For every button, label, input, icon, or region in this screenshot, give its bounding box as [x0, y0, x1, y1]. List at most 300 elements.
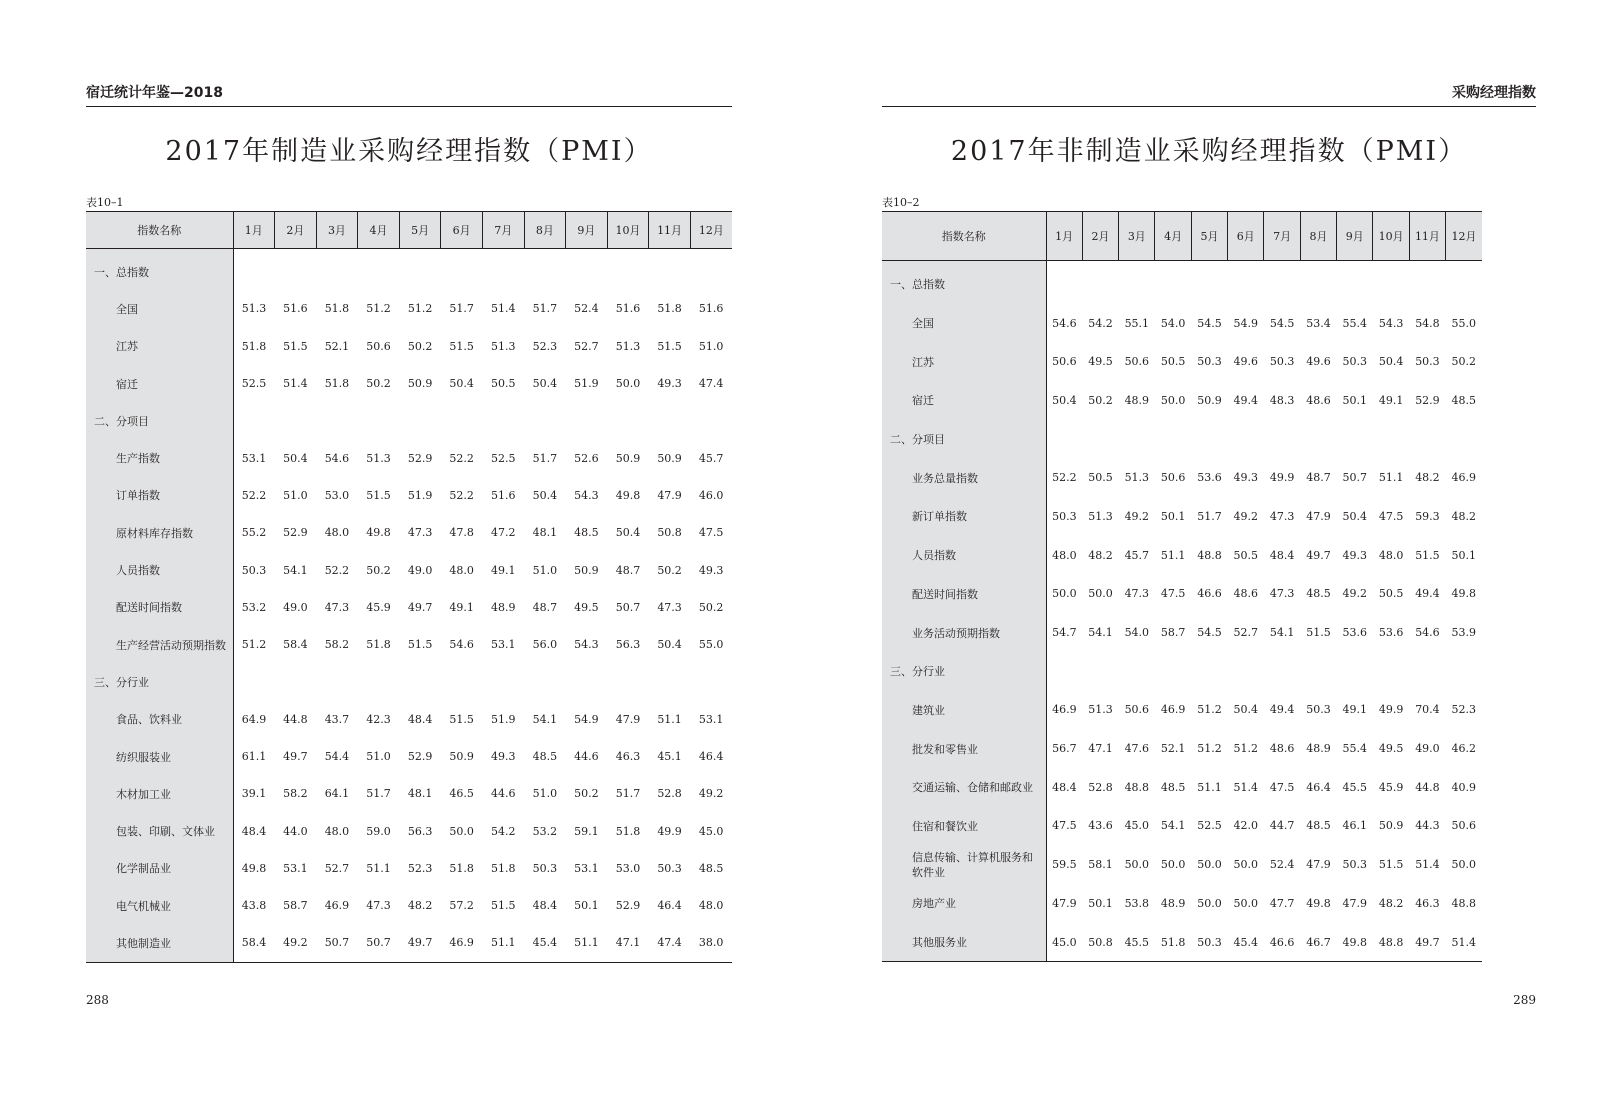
row-label: 交通运输、仓储和邮政业 [882, 768, 1046, 807]
value-cell: 50.0 [449, 824, 474, 838]
value-cell: 50.1 [1342, 393, 1368, 407]
value-cell: 51.7 [532, 302, 558, 316]
value-cell: 50.2 [407, 339, 433, 353]
value-cell: 50.5 [1233, 548, 1259, 562]
section-label: 二、分项目 [882, 420, 1046, 459]
value-cell: 53.2 [241, 600, 267, 614]
row-label: 江苏 [882, 342, 1046, 381]
value-cell: 48.2 [1451, 509, 1477, 523]
value-cell: 47.9 [1306, 858, 1331, 872]
row-label: 食品、饮料业 [86, 701, 233, 738]
value-cell: 52.8 [1088, 780, 1113, 794]
value-cell: 51.5 [1306, 626, 1331, 640]
value-cell: 46.4 [1306, 780, 1331, 794]
value-cell: 50.5 [1160, 355, 1186, 369]
value-cell: 49.5 [574, 600, 599, 614]
value-cell: 50.7 [615, 600, 641, 614]
value-cell: 46.9 [1052, 703, 1077, 717]
value-cell [482, 663, 524, 700]
value-cell [1264, 652, 1300, 691]
value-cell [316, 253, 358, 290]
column-header-month: 6月 [441, 212, 483, 249]
value-cell: 51.0 [698, 339, 724, 353]
row-label: 业务活动预期指数 [882, 613, 1046, 652]
value-cell: 53.9 [1451, 626, 1477, 640]
value-cell: 40.9 [1451, 780, 1477, 794]
row-label: 木材加工业 [86, 775, 233, 812]
value-cell [1082, 420, 1118, 459]
value-cell: 44.8 [1415, 780, 1440, 794]
value-cell: 51.9 [491, 712, 516, 726]
value-cell [1046, 265, 1082, 304]
value-cell: 48.1 [532, 526, 558, 540]
row-label: 其他服务业 [882, 923, 1046, 962]
value-cell [690, 402, 732, 439]
value-cell: 50.3 [1269, 355, 1295, 369]
column-header-name: 指数名称 [86, 212, 233, 249]
value-cell: 51.1 [1378, 471, 1404, 485]
value-cell: 47.3 [407, 526, 433, 540]
value-cell: 49.8 [241, 861, 267, 875]
value-cell: 51.2 [366, 302, 391, 316]
value-cell: 50.2 [657, 563, 682, 577]
column-header-month: 5月 [399, 212, 441, 249]
value-cell: 47.5 [1160, 587, 1186, 601]
value-cell: 50.2 [574, 787, 599, 801]
page-title: 2017年制造业采购经理指数（PMI） [165, 136, 653, 167]
value-cell [1082, 652, 1118, 691]
value-cell: 50.4 [532, 488, 558, 502]
value-cell [1228, 420, 1264, 459]
value-cell [1191, 265, 1227, 304]
value-cell [316, 402, 358, 439]
value-cell [690, 253, 732, 290]
value-cell: 51.8 [241, 339, 267, 353]
table-row [882, 497, 1482, 536]
value-cell: 51.3 [1088, 703, 1113, 717]
value-cell: 43.6 [1088, 819, 1113, 833]
section-label: 三、分行业 [882, 652, 1046, 691]
value-cell: 53.1 [283, 861, 308, 875]
value-cell: 54.6 [1415, 626, 1440, 640]
value-cell: 49.2 [283, 936, 308, 950]
value-cell [441, 663, 483, 700]
value-cell [1228, 652, 1264, 691]
value-cell [566, 253, 608, 290]
value-cell [399, 663, 441, 700]
value-cell: 50.4 [532, 377, 558, 391]
table-number: 表10–2 [882, 196, 920, 209]
value-cell: 49.3 [657, 377, 682, 391]
value-cell: 55.4 [1342, 742, 1368, 756]
value-cell: 56.3 [407, 824, 433, 838]
table-row [86, 514, 732, 551]
value-cell: 54.3 [574, 638, 599, 652]
table-number: 表10–1 [86, 196, 124, 209]
value-cell: 48.2 [1378, 896, 1404, 910]
value-cell: 50.8 [657, 526, 682, 540]
value-cell: 49.4 [1415, 587, 1440, 601]
value-cell: 47.1 [1088, 742, 1113, 756]
value-cell: 46.9 [1451, 471, 1477, 485]
value-cell: 47.3 [1124, 587, 1150, 601]
row-label: 包装、印刷、文体业 [86, 812, 233, 849]
value-cell: 64.1 [324, 787, 350, 801]
value-cell: 50.7 [1342, 471, 1368, 485]
page-title: 2017年非制造业采购经理指数（PMI） [950, 136, 1468, 167]
value-cell: 50.4 [1342, 509, 1368, 523]
value-cell: 48.4 [1052, 780, 1077, 794]
value-cell [358, 402, 400, 439]
value-cell [1264, 420, 1300, 459]
value-cell: 45.9 [366, 600, 391, 614]
column-header-month: 12月 [1446, 212, 1482, 261]
running-head: 宿迁统计年鉴—2018 [86, 84, 732, 107]
value-cell: 54.0 [1160, 316, 1186, 330]
value-cell [1046, 652, 1082, 691]
value-cell: 50.0 [1160, 858, 1186, 872]
value-cell: 49.8 [1306, 896, 1331, 910]
value-cell: 49.3 [698, 563, 724, 577]
value-cell: 51.5 [1378, 858, 1404, 872]
value-cell: 48.8 [1124, 780, 1150, 794]
value-cell [358, 253, 400, 290]
value-cell: 50.6 [1451, 819, 1477, 833]
value-cell: 51.3 [1088, 509, 1113, 523]
column-header-month: 8月 [1300, 212, 1336, 261]
value-cell: 48.0 [1378, 548, 1404, 562]
value-cell: 51.8 [615, 824, 641, 838]
value-cell: 52.7 [574, 339, 599, 353]
column-header-month: 11月 [1409, 212, 1445, 261]
value-cell: 51.7 [449, 302, 474, 316]
table-body [882, 261, 1482, 962]
value-cell: 53.1 [241, 451, 267, 465]
value-cell [1300, 265, 1336, 304]
value-cell: 55.2 [241, 526, 267, 540]
table-row [86, 626, 732, 663]
value-cell: 58.7 [283, 899, 308, 913]
value-cell [524, 402, 566, 439]
column-header-month: 12月 [690, 212, 732, 249]
value-cell: 51.1 [1160, 548, 1186, 562]
value-cell: 49.3 [491, 750, 516, 763]
value-cell: 49.5 [1378, 742, 1404, 756]
value-cell: 47.4 [698, 377, 724, 391]
value-cell: 54.5 [1269, 316, 1295, 330]
value-cell: 49.2 [1124, 509, 1150, 523]
value-cell: 51.5 [657, 339, 682, 353]
value-cell: 50.6 [1160, 471, 1186, 485]
table-row [882, 342, 1482, 381]
column-header-month: 6月 [1228, 212, 1264, 261]
value-cell [566, 663, 608, 700]
value-cell: 44.8 [283, 712, 308, 726]
value-cell: 48.0 [324, 526, 350, 540]
value-cell: 48.8 [1378, 935, 1404, 949]
value-cell: 51.8 [324, 302, 350, 316]
value-cell: 51.6 [615, 302, 641, 316]
value-cell [1264, 265, 1300, 304]
value-cell: 52.5 [1197, 819, 1222, 833]
value-cell: 42.3 [366, 712, 391, 726]
value-cell: 52.1 [1160, 742, 1186, 756]
value-cell: 51.4 [283, 377, 308, 391]
value-cell: 52.9 [1415, 393, 1440, 407]
value-cell: 52.9 [407, 750, 433, 763]
value-cell [1300, 652, 1336, 691]
value-cell: 51.8 [449, 861, 474, 875]
value-cell: 52.3 [532, 339, 558, 353]
table-row [86, 439, 732, 476]
value-cell [399, 402, 441, 439]
value-cell: 51.4 [1233, 780, 1259, 794]
value-cell: 50.3 [1342, 858, 1368, 872]
value-cell [1119, 265, 1155, 304]
value-cell: 51.2 [1197, 742, 1222, 756]
table-row [86, 887, 732, 924]
value-cell: 50.9 [574, 563, 599, 577]
value-cell: 59.3 [1415, 509, 1440, 523]
value-cell [1119, 420, 1155, 459]
value-cell: 48.0 [698, 899, 724, 913]
value-cell [524, 663, 566, 700]
table-body [86, 249, 732, 963]
value-cell: 50.3 [1306, 703, 1331, 717]
value-cell: 53.1 [491, 638, 516, 652]
value-cell: 50.7 [366, 936, 391, 950]
value-cell: 47.8 [449, 526, 474, 540]
value-cell: 49.1 [491, 563, 516, 577]
column-header-month: 2月 [1082, 212, 1118, 261]
value-cell: 45.4 [532, 936, 558, 950]
column-header-name: 指数名称 [882, 212, 1046, 261]
value-cell: 51.4 [1415, 858, 1440, 872]
column-header-month: 10月 [1373, 212, 1409, 261]
value-cell: 49.0 [283, 600, 308, 614]
value-cell: 50.1 [1088, 896, 1113, 910]
row-label: 全国 [86, 290, 233, 327]
page-number: 289 [1513, 993, 1536, 1007]
value-cell: 52.8 [657, 787, 682, 801]
value-cell: 48.7 [532, 600, 558, 614]
value-cell: 49.7 [1415, 935, 1440, 949]
value-cell: 50.1 [1160, 509, 1186, 523]
value-cell: 54.1 [1160, 819, 1186, 833]
value-cell: 51.0 [532, 787, 558, 801]
column-header-month: 3月 [1119, 212, 1155, 261]
value-cell: 58.2 [324, 638, 350, 652]
value-cell: 51.5 [366, 488, 391, 502]
value-cell: 51.8 [366, 638, 391, 652]
value-cell: 51.0 [366, 750, 391, 763]
table-row [882, 923, 1482, 962]
row-label: 信息传输、计算机服务和软件业 [882, 845, 1046, 884]
table-row [86, 850, 732, 887]
column-header-month: 9月 [566, 212, 608, 249]
table-row [86, 738, 732, 775]
value-cell: 50.5 [1088, 471, 1113, 485]
value-cell: 50.6 [1124, 355, 1150, 369]
value-cell: 46.3 [615, 750, 641, 763]
table-row [86, 924, 732, 962]
value-cell: 50.6 [366, 339, 391, 353]
value-cell: 59.1 [574, 824, 599, 838]
table-row [882, 729, 1482, 768]
value-cell: 48.5 [1451, 393, 1477, 407]
column-header-month: 2月 [275, 212, 317, 249]
value-cell: 42.0 [1233, 819, 1259, 833]
value-cell: 49.5 [1088, 355, 1113, 369]
value-cell: 51.2 [1233, 742, 1259, 756]
value-cell: 50.2 [366, 563, 391, 577]
table-row [882, 381, 1482, 420]
value-cell: 49.1 [1378, 393, 1404, 407]
column-header-month: 4月 [1155, 212, 1191, 261]
value-cell: 54.5 [1197, 316, 1222, 330]
value-cell: 48.9 [1306, 742, 1331, 756]
value-cell [1337, 652, 1373, 691]
value-cell: 54.8 [1415, 316, 1440, 330]
value-cell: 55.4 [1342, 316, 1368, 330]
value-cell: 46.7 [1306, 935, 1331, 949]
value-cell: 51.5 [1415, 548, 1440, 562]
value-cell: 61.1 [241, 750, 267, 763]
section-label: 三、分行业 [86, 663, 233, 700]
value-cell: 51.2 [407, 302, 433, 316]
row-label: 化学制品业 [86, 850, 233, 887]
value-cell: 48.8 [1451, 896, 1477, 910]
table-row [86, 812, 732, 849]
value-cell: 50.2 [698, 600, 724, 614]
value-cell: 58.4 [241, 936, 267, 950]
value-cell: 49.8 [1342, 935, 1368, 949]
value-cell: 53.1 [698, 712, 724, 726]
value-cell [1373, 265, 1409, 304]
value-cell [566, 402, 608, 439]
value-cell: 51.0 [532, 563, 558, 577]
value-cell: 53.8 [1124, 896, 1150, 910]
value-cell: 45.7 [698, 451, 724, 465]
value-cell: 51.8 [1160, 935, 1186, 949]
value-cell: 53.4 [1306, 316, 1331, 330]
value-cell: 45.7 [1124, 548, 1150, 562]
value-cell: 49.1 [1342, 703, 1368, 717]
value-cell: 45.1 [657, 750, 682, 763]
value-cell: 52.3 [1451, 703, 1477, 717]
value-cell: 45.0 [1124, 819, 1150, 833]
value-cell: 54.6 [1052, 316, 1077, 330]
value-cell: 47.1 [615, 936, 641, 950]
value-cell: 47.5 [1378, 509, 1404, 523]
value-cell [275, 253, 317, 290]
value-cell: 48.0 [1052, 548, 1077, 562]
value-cell: 47.5 [1269, 780, 1295, 794]
row-label: 宿迁 [86, 365, 233, 402]
column-header-month: 1月 [1046, 212, 1082, 261]
value-cell: 53.6 [1197, 471, 1222, 485]
value-cell: 50.4 [615, 526, 641, 540]
value-cell: 46.1 [1342, 819, 1368, 833]
value-cell: 48.6 [1306, 393, 1331, 407]
value-cell: 55.0 [698, 638, 724, 652]
row-label: 生产经营活动预期指数 [86, 626, 233, 663]
value-cell: 54.1 [1269, 626, 1295, 640]
value-cell: 49.9 [1269, 471, 1295, 485]
value-cell: 46.4 [698, 750, 724, 763]
value-cell: 47.9 [1342, 896, 1368, 910]
value-cell: 53.0 [324, 488, 350, 502]
value-cell: 46.3 [1415, 896, 1440, 910]
value-cell: 52.4 [574, 302, 599, 316]
value-cell: 54.3 [574, 488, 599, 502]
section-row [882, 652, 1482, 691]
value-cell: 51.7 [615, 787, 641, 801]
section-label: 一、总指数 [882, 265, 1046, 304]
table-row [882, 884, 1482, 923]
value-cell: 52.5 [491, 451, 516, 465]
value-cell: 44.7 [1269, 819, 1295, 833]
value-cell: 47.5 [698, 526, 724, 540]
value-cell: 49.8 [366, 526, 391, 540]
value-cell: 48.9 [491, 600, 516, 614]
value-cell: 53.0 [615, 861, 641, 875]
value-cell [1155, 652, 1191, 691]
value-cell: 43.8 [241, 899, 267, 913]
value-cell [1337, 420, 1373, 459]
value-cell [649, 663, 691, 700]
value-cell: 49.0 [1415, 742, 1440, 756]
value-cell: 51.2 [241, 638, 267, 652]
value-cell: 51.1 [1197, 780, 1222, 794]
value-cell: 48.0 [449, 563, 474, 577]
value-cell [1337, 265, 1373, 304]
section-row [882, 265, 1482, 304]
value-cell: 50.6 [1124, 703, 1150, 717]
value-cell: 52.6 [574, 451, 599, 465]
value-cell: 47.3 [657, 600, 682, 614]
running-head: 采购经理指数 [882, 84, 1536, 107]
value-cell [1409, 420, 1445, 459]
value-cell: 51.7 [1197, 509, 1222, 523]
value-cell: 44.3 [1415, 819, 1440, 833]
value-cell: 49.6 [1306, 355, 1331, 369]
manufacturing-pmi-table [86, 211, 732, 963]
row-label: 建筑业 [882, 691, 1046, 730]
column-header-month: 11月 [649, 212, 691, 249]
value-cell: 51.5 [407, 638, 433, 652]
value-cell [1409, 652, 1445, 691]
table-header [86, 212, 732, 249]
value-cell: 50.0 [1197, 858, 1222, 872]
value-cell: 48.2 [407, 899, 433, 913]
value-cell: 49.8 [1451, 587, 1477, 601]
value-cell: 50.2 [1451, 355, 1477, 369]
value-cell: 52.2 [1052, 471, 1077, 485]
value-cell: 51.3 [1124, 471, 1150, 485]
value-cell: 51.6 [283, 302, 308, 316]
value-cell: 70.4 [1415, 703, 1440, 717]
value-cell: 48.5 [532, 750, 558, 763]
table-row [882, 691, 1482, 730]
value-cell: 55.0 [1451, 316, 1477, 330]
value-cell: 46.6 [1197, 587, 1222, 601]
value-cell: 51.6 [491, 488, 516, 502]
value-cell: 45.9 [1378, 780, 1404, 794]
value-cell: 46.2 [1451, 742, 1477, 756]
value-cell: 52.2 [324, 563, 350, 577]
value-cell: 58.1 [1088, 858, 1113, 872]
